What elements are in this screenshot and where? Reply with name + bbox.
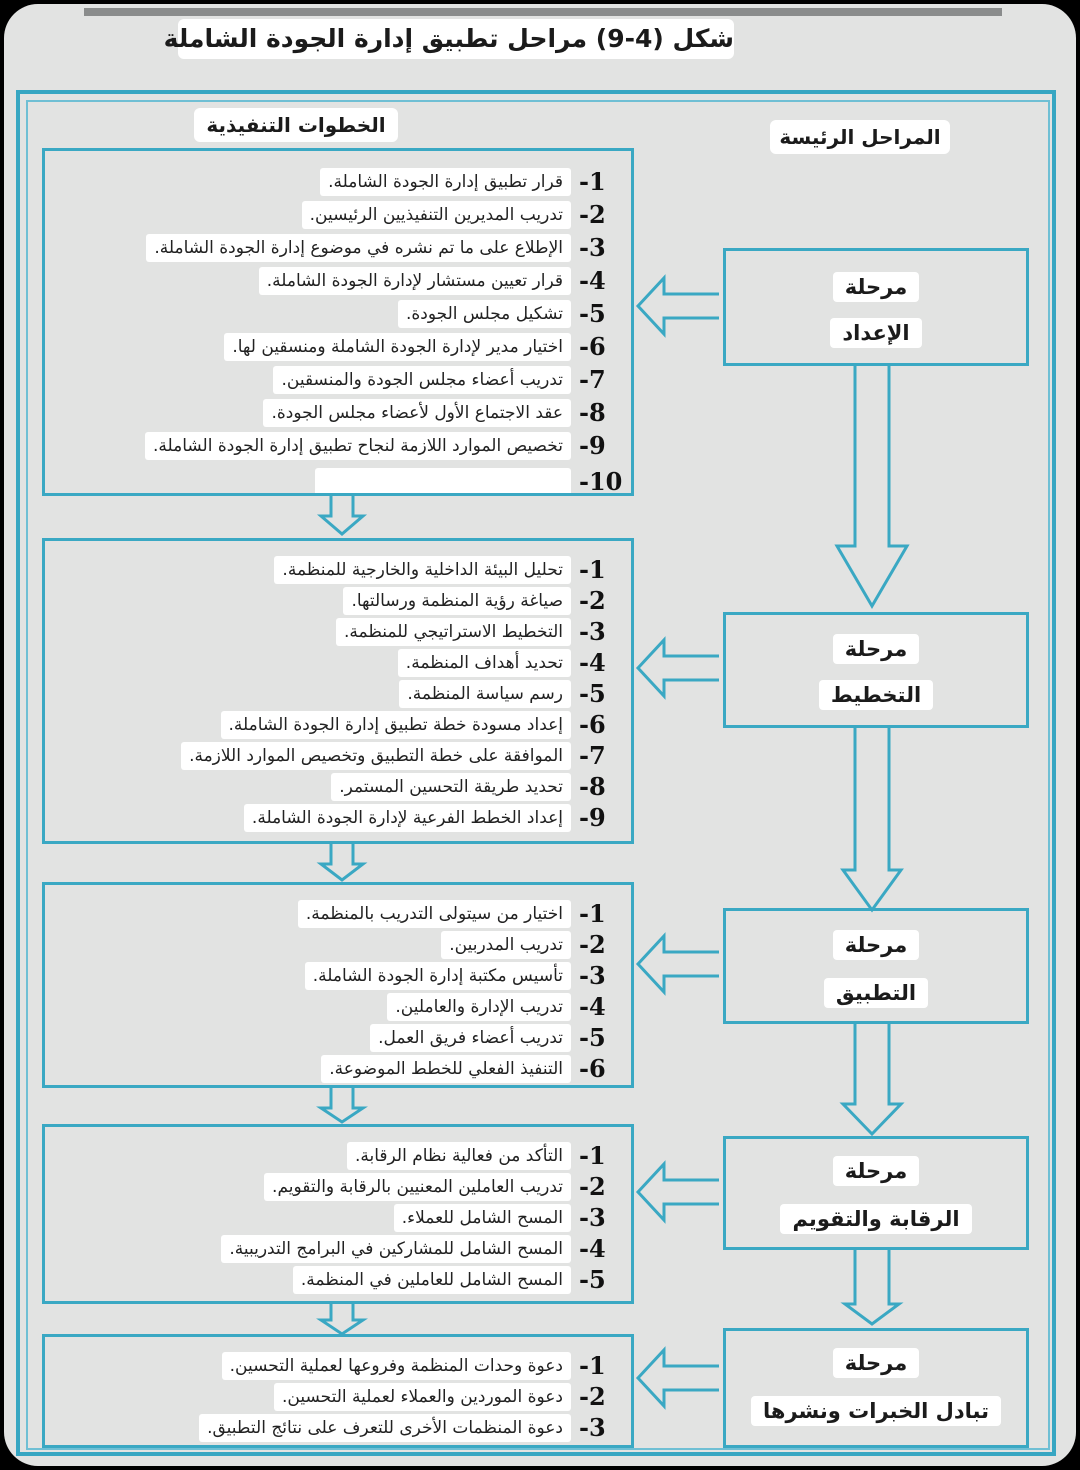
step-number: -7 — [579, 741, 606, 770]
step-text: تحديد أهداف المنظمة. — [398, 649, 571, 677]
phase-box-planning — [723, 612, 1029, 728]
step-number: -2 — [579, 200, 606, 229]
step-item — [263, 398, 609, 427]
step-text: صياغة رؤية المنظمة ورسالتها. — [343, 587, 571, 615]
phase-line1: مرحلة — [833, 272, 920, 302]
step-item — [394, 1203, 609, 1232]
step-number: -1 — [579, 167, 606, 196]
step-item — [331, 772, 609, 801]
step-number: -4 — [579, 266, 606, 295]
step-item — [343, 586, 609, 615]
step-item — [181, 741, 609, 770]
step-number: -3 — [579, 1413, 606, 1442]
step-number: -5 — [579, 299, 606, 328]
down-arrow-4 — [845, 1250, 899, 1324]
phase-line2: التخطيط — [819, 680, 933, 710]
figure-title: شكل (4-9) مراحل تطبيق إدارة الجودة الشاملة — [178, 19, 734, 59]
step-text: التخطيط الاستراتيجي للمنظمة. — [336, 618, 571, 646]
down-arrow-2 — [843, 728, 901, 910]
step-text: المسح الشامل للعاملين في المنظمة. — [293, 1266, 571, 1294]
step-item — [398, 299, 609, 328]
step-number: -6 — [579, 332, 606, 361]
step-item — [273, 365, 609, 394]
step-item — [302, 200, 609, 229]
step-text: دعوة الموردين والعملاء لعملية التحسين. — [274, 1383, 571, 1411]
step-item-cut-off — [315, 467, 623, 496]
small-down-arrow-1 — [321, 496, 363, 534]
step-number: -2 — [579, 1172, 606, 1201]
phase-line1: مرحلة — [833, 930, 920, 960]
step-text: تدريب الإدارة والعاملين. — [387, 993, 571, 1021]
step-number: -1 — [579, 1351, 606, 1380]
step-text: قرار تطبيق إدارة الجودة الشاملة. — [320, 168, 571, 196]
phase-line2: تبادل الخبرات ونشرها — [751, 1396, 1001, 1426]
step-item — [387, 992, 609, 1021]
step-item — [274, 555, 609, 584]
step-number: -9 — [579, 803, 606, 832]
step-text: اختيار من سيتولى التدريب بالمنظمة. — [298, 900, 571, 928]
steps-box-control — [42, 1124, 634, 1304]
step-number: -4 — [579, 992, 606, 1021]
steps-box-implementation — [42, 882, 634, 1088]
step-number: -3 — [579, 1203, 606, 1232]
step-item — [264, 1172, 609, 1201]
step-item — [298, 899, 609, 928]
step-number: -5 — [579, 679, 606, 708]
left-arrow-1 — [638, 278, 719, 334]
step-text: تدريب المديرين التنفيذيين الرئيسين. — [302, 201, 571, 229]
step-text: الإطلاع على ما تم نشره في موضوع إدارة الجودة الشاملة. — [146, 234, 571, 262]
step-number: -3 — [579, 233, 606, 262]
step-text: اختيار مدير لإدارة الجودة الشاملة ومنسقين لها. — [224, 333, 571, 361]
step-number: -2 — [579, 1382, 606, 1411]
step-item — [320, 167, 609, 196]
phases-header: المراحل الرئيسة — [770, 120, 950, 154]
steps-header: الخطوات التنفيذية — [194, 108, 398, 142]
step-text: تأسيس مكتبة إدارة الجودة الشاملة. — [305, 962, 571, 990]
step-number: -3 — [579, 617, 606, 646]
steps-box-preparation — [42, 148, 634, 496]
step-item — [398, 648, 609, 677]
phase-box-control — [723, 1136, 1029, 1250]
step-item — [221, 710, 610, 739]
small-down-arrow-2 — [321, 844, 363, 880]
step-text: الموافقة على خطة التطبيق وتخصيص الموارد اللازمة. — [181, 742, 571, 770]
step-item — [347, 1141, 609, 1170]
step-item — [305, 961, 609, 990]
step-item — [199, 1413, 609, 1442]
step-text: تدريب أعضاء مجلس الجودة والمنسقين. — [273, 366, 571, 394]
step-number: -1 — [579, 1141, 606, 1170]
step-text: المسح الشامل للمشاركين في البرامج التدريبية. — [221, 1235, 571, 1263]
step-number: -4 — [579, 1234, 606, 1263]
down-arrow-3 — [843, 1024, 901, 1134]
phase-line2: الإعداد — [830, 318, 921, 348]
phase-line1: مرحلة — [833, 634, 920, 664]
step-item — [293, 1265, 609, 1294]
step-item — [244, 803, 609, 832]
step-item — [146, 233, 609, 262]
step-text: تشكيل مجلس الجودة. — [398, 300, 571, 328]
step-text: تدريب أعضاء فريق العمل. — [370, 1024, 571, 1052]
phase-box-implementation — [723, 908, 1029, 1024]
steps-box-planning — [42, 538, 634, 844]
step-text: قرار تعيين مستشار لإدارة الجودة الشاملة. — [259, 267, 571, 295]
phase-line1: مرحلة — [833, 1348, 920, 1378]
step-number: -8 — [579, 772, 606, 801]
step-item — [321, 1054, 609, 1083]
step-item — [259, 266, 609, 295]
step-text: تخصيص الموارد اللازمة لنجاح تطبيق إدارة الجودة الشاملة. — [145, 432, 571, 460]
small-down-arrow-3 — [321, 1088, 363, 1122]
step-item — [222, 1351, 609, 1380]
step-number: -4 — [579, 648, 606, 677]
figure-page — [4, 4, 1076, 1466]
step-item — [224, 332, 609, 361]
step-number: -7 — [579, 365, 606, 394]
step-number: -6 — [579, 1054, 606, 1083]
left-arrow-3 — [638, 936, 719, 992]
step-item — [336, 617, 609, 646]
step-text: رسم سياسة المنظمة. — [399, 680, 571, 708]
step-text: دعوة وحدات المنظمة وفروعها لعملية التحسين. — [222, 1352, 571, 1380]
step-number: -5 — [579, 1265, 606, 1294]
step-number: -2 — [579, 586, 606, 615]
step-item — [221, 1234, 609, 1263]
left-arrow-2 — [638, 640, 719, 696]
step-item — [441, 930, 609, 959]
step-item — [370, 1023, 609, 1052]
step-item — [145, 431, 609, 460]
step-number: -1 — [579, 899, 606, 928]
step-text: التنفيذ الفعلي للخطط الموضوعة. — [321, 1055, 571, 1083]
phase-line1: مرحلة — [833, 1156, 920, 1186]
steps-box-sharing — [42, 1334, 634, 1448]
step-number: -9 — [579, 431, 606, 460]
left-arrow-4 — [638, 1164, 719, 1220]
left-arrow-5 — [638, 1350, 719, 1406]
step-text: تدريب العاملين المعنيين بالرقابة والتقويم. — [264, 1173, 571, 1201]
step-text: عقد الاجتماع الأول لأعضاء مجلس الجودة. — [263, 399, 571, 427]
step-number: -6 — [579, 710, 606, 739]
down-arrow-1 — [837, 366, 907, 606]
step-text: تحليل البيئة الداخلية والخارجية للمنظمة. — [274, 556, 571, 584]
step-number: -3 — [579, 961, 606, 990]
step-number: -2 — [579, 930, 606, 959]
small-down-arrow-4 — [321, 1304, 363, 1334]
step-text: تحديد طريقة التحسين المستمر. — [331, 773, 571, 801]
phase-line2: التطبيق — [824, 978, 928, 1008]
step-text: المسح الشامل للعملاء. — [394, 1204, 571, 1232]
step-number: -1 — [579, 555, 606, 584]
step-text — [315, 468, 571, 496]
step-number: -8 — [579, 398, 606, 427]
step-item — [399, 679, 609, 708]
step-text: إعداد الخطط الفرعية لإدارة الجودة الشاملة. — [244, 804, 571, 832]
step-text: إعداد مسودة خطة تطبيق إدارة الجودة الشاملة. — [221, 711, 572, 739]
step-number: -5 — [579, 1023, 606, 1052]
phase-box-preparation — [723, 248, 1029, 366]
phase-line2: الرقابة والتقويم — [780, 1204, 971, 1234]
step-text: دعوة المنظمات الأخرى للتعرف على نتائج التطبيق. — [199, 1414, 571, 1442]
step-number: -10 — [579, 467, 623, 496]
step-item — [274, 1382, 609, 1411]
step-text: التأكد من فعالية نظام الرقابة. — [347, 1142, 571, 1170]
step-text: تدريب المدربين. — [441, 931, 571, 959]
phase-box-sharing — [723, 1328, 1029, 1448]
